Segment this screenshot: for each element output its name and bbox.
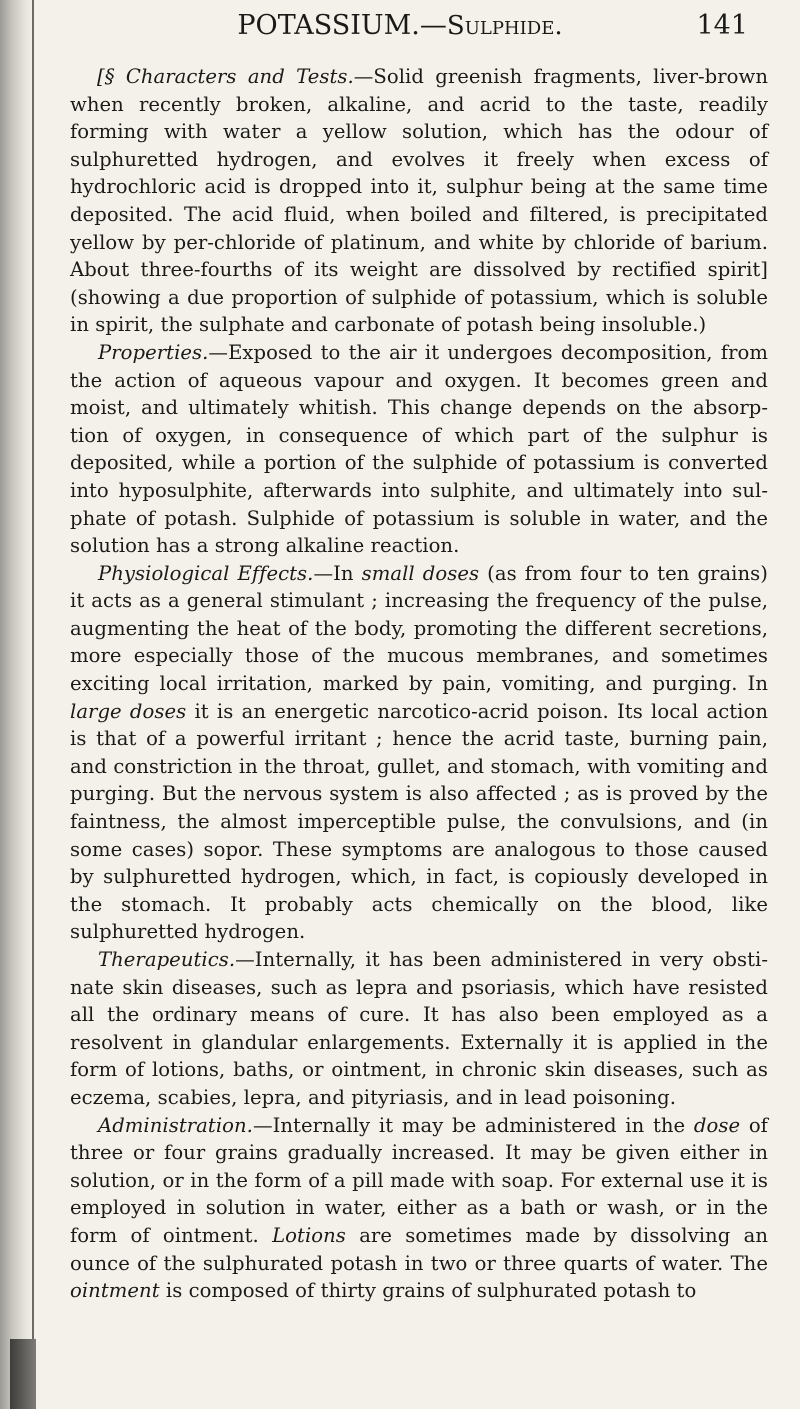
paragraph-characters-and-tests bbox=[70, 63, 768, 339]
running-header-subtitle: Sulphide. bbox=[446, 11, 563, 41]
emphasis-text: large doses bbox=[70, 699, 187, 723]
page-gutter-shadow bbox=[0, 0, 34, 1409]
emphasis-text: dose bbox=[693, 1113, 741, 1137]
paragraph-text: —Solid greenish fragments, liver-brown when recently broken, alkaline, and acrid to the taste, readily forming with water a yellow solution, which has the odour of sulphuretted hydrogen, and evolves it freely when excess of hydrochloric acid is dropped into it, sulphur being at the same time deposited. The acid fluid, when boiled and filtered, is precipitated yellow by per-chloride of platinum, and white by chloride of barium. About three-fourths of its weight are dissolved by rectified spirit] (showing a due proportion of sulphide of potassium, which is soluble in spirit, the sulphate and carbonate of potash being insoluble.) bbox=[70, 65, 768, 337]
page-body bbox=[70, 63, 768, 1305]
running-header-main: POTASSIUM.— bbox=[237, 10, 447, 41]
paragraph-text: —Exposed to the air it undergoes decomposition, from the action of aqueous vapour and oxygen. It becomes green and moist, and ultimately whitish. This change depends on the absorp-tion of oxygen, in consequence of which part of the sulphur is deposited, while a portion of the sulphide of potassium is converted into hyposulphite, afterwards into sulphite, and ultimately into sul-phate of potash. Sulphide of potassium is soluble in water, and the solution has a strong alkaline reaction. bbox=[70, 340, 768, 558]
section-heading: [§ Characters and Tests. bbox=[97, 65, 354, 88]
paragraph-text: it is an energetic narcotico-acrid poison. Its local action is that of a powerful irritant ; hence the acrid taste, burning pain, and constriction in the throat, gullet, and stomach, with vomiting and purging. But the nervous system is also affected ; as is proved by the faintness, the almost imperceptible pulse, the convulsions, and (in some cases) sopor. These symptoms are analogous to those caused by sulphuretted hydrogen, which, in fact, is copiously developed in the stomach. It probably acts chemically on the blood, like sulphuretted hydrogen. bbox=[70, 699, 768, 944]
paragraph-text: are sometimes made by dissolving an ounce of the sulphurated potash in two or three quarts of water. The bbox=[70, 1223, 768, 1275]
emphasis-text: Lotions bbox=[272, 1223, 346, 1247]
paragraph-administration bbox=[70, 1112, 768, 1305]
paragraph-therapeutics bbox=[70, 946, 768, 1112]
paragraph-text: of three or four grains gradually increased. It may be given either in solution, or in the form of a pill made with soap. For external use it is employed in solution in water, either as a bath or wash, or in the form of ointment. bbox=[70, 1113, 768, 1247]
paragraph-text: —In bbox=[313, 561, 362, 585]
section-heading: Physiological Effects. bbox=[98, 561, 314, 585]
binding-edge-line bbox=[32, 0, 34, 1409]
paragraph-text: (as from four to ten grains) it acts as a general stimulant ; increasing the frequency of the pulse, augmenting the heat of the body, promoting the different secretions, more especially those of the mucous membranes, and sometimes exciting local irritation, marked by pain, vomiting, and purging. In bbox=[70, 561, 768, 696]
page-number: 141 bbox=[696, 10, 748, 41]
paragraph-properties bbox=[70, 339, 768, 560]
paragraph-physiological-effects bbox=[70, 560, 768, 946]
paragraph-text: —Internally it may be administered in the bbox=[252, 1113, 694, 1137]
paragraph-text: is composed of thirty grains of sulphurated potash to bbox=[159, 1279, 697, 1303]
running-header bbox=[0, 10, 800, 41]
section-heading: Properties. bbox=[98, 340, 209, 364]
section-heading: Therapeutics. bbox=[98, 948, 236, 971]
binding-edge-foot bbox=[10, 1339, 36, 1409]
emphasis-text: ointment bbox=[70, 1279, 160, 1303]
paragraph-text: —Internally, it has been administered in very obsti-nate skin diseases, such as lepra and psoriasis, which have resisted all the ordinary means of cure. It has also been employed as a resolvent in glandular enlargements. Externally it is applied in the form of lotions, baths, or ointment, in chronic skin diseases, such as eczema, scabies, lepra, and pityriasis, and in lead poisoning. bbox=[70, 948, 768, 1109]
section-heading: Administration. bbox=[98, 1113, 253, 1137]
emphasis-text: small doses bbox=[361, 561, 480, 585]
